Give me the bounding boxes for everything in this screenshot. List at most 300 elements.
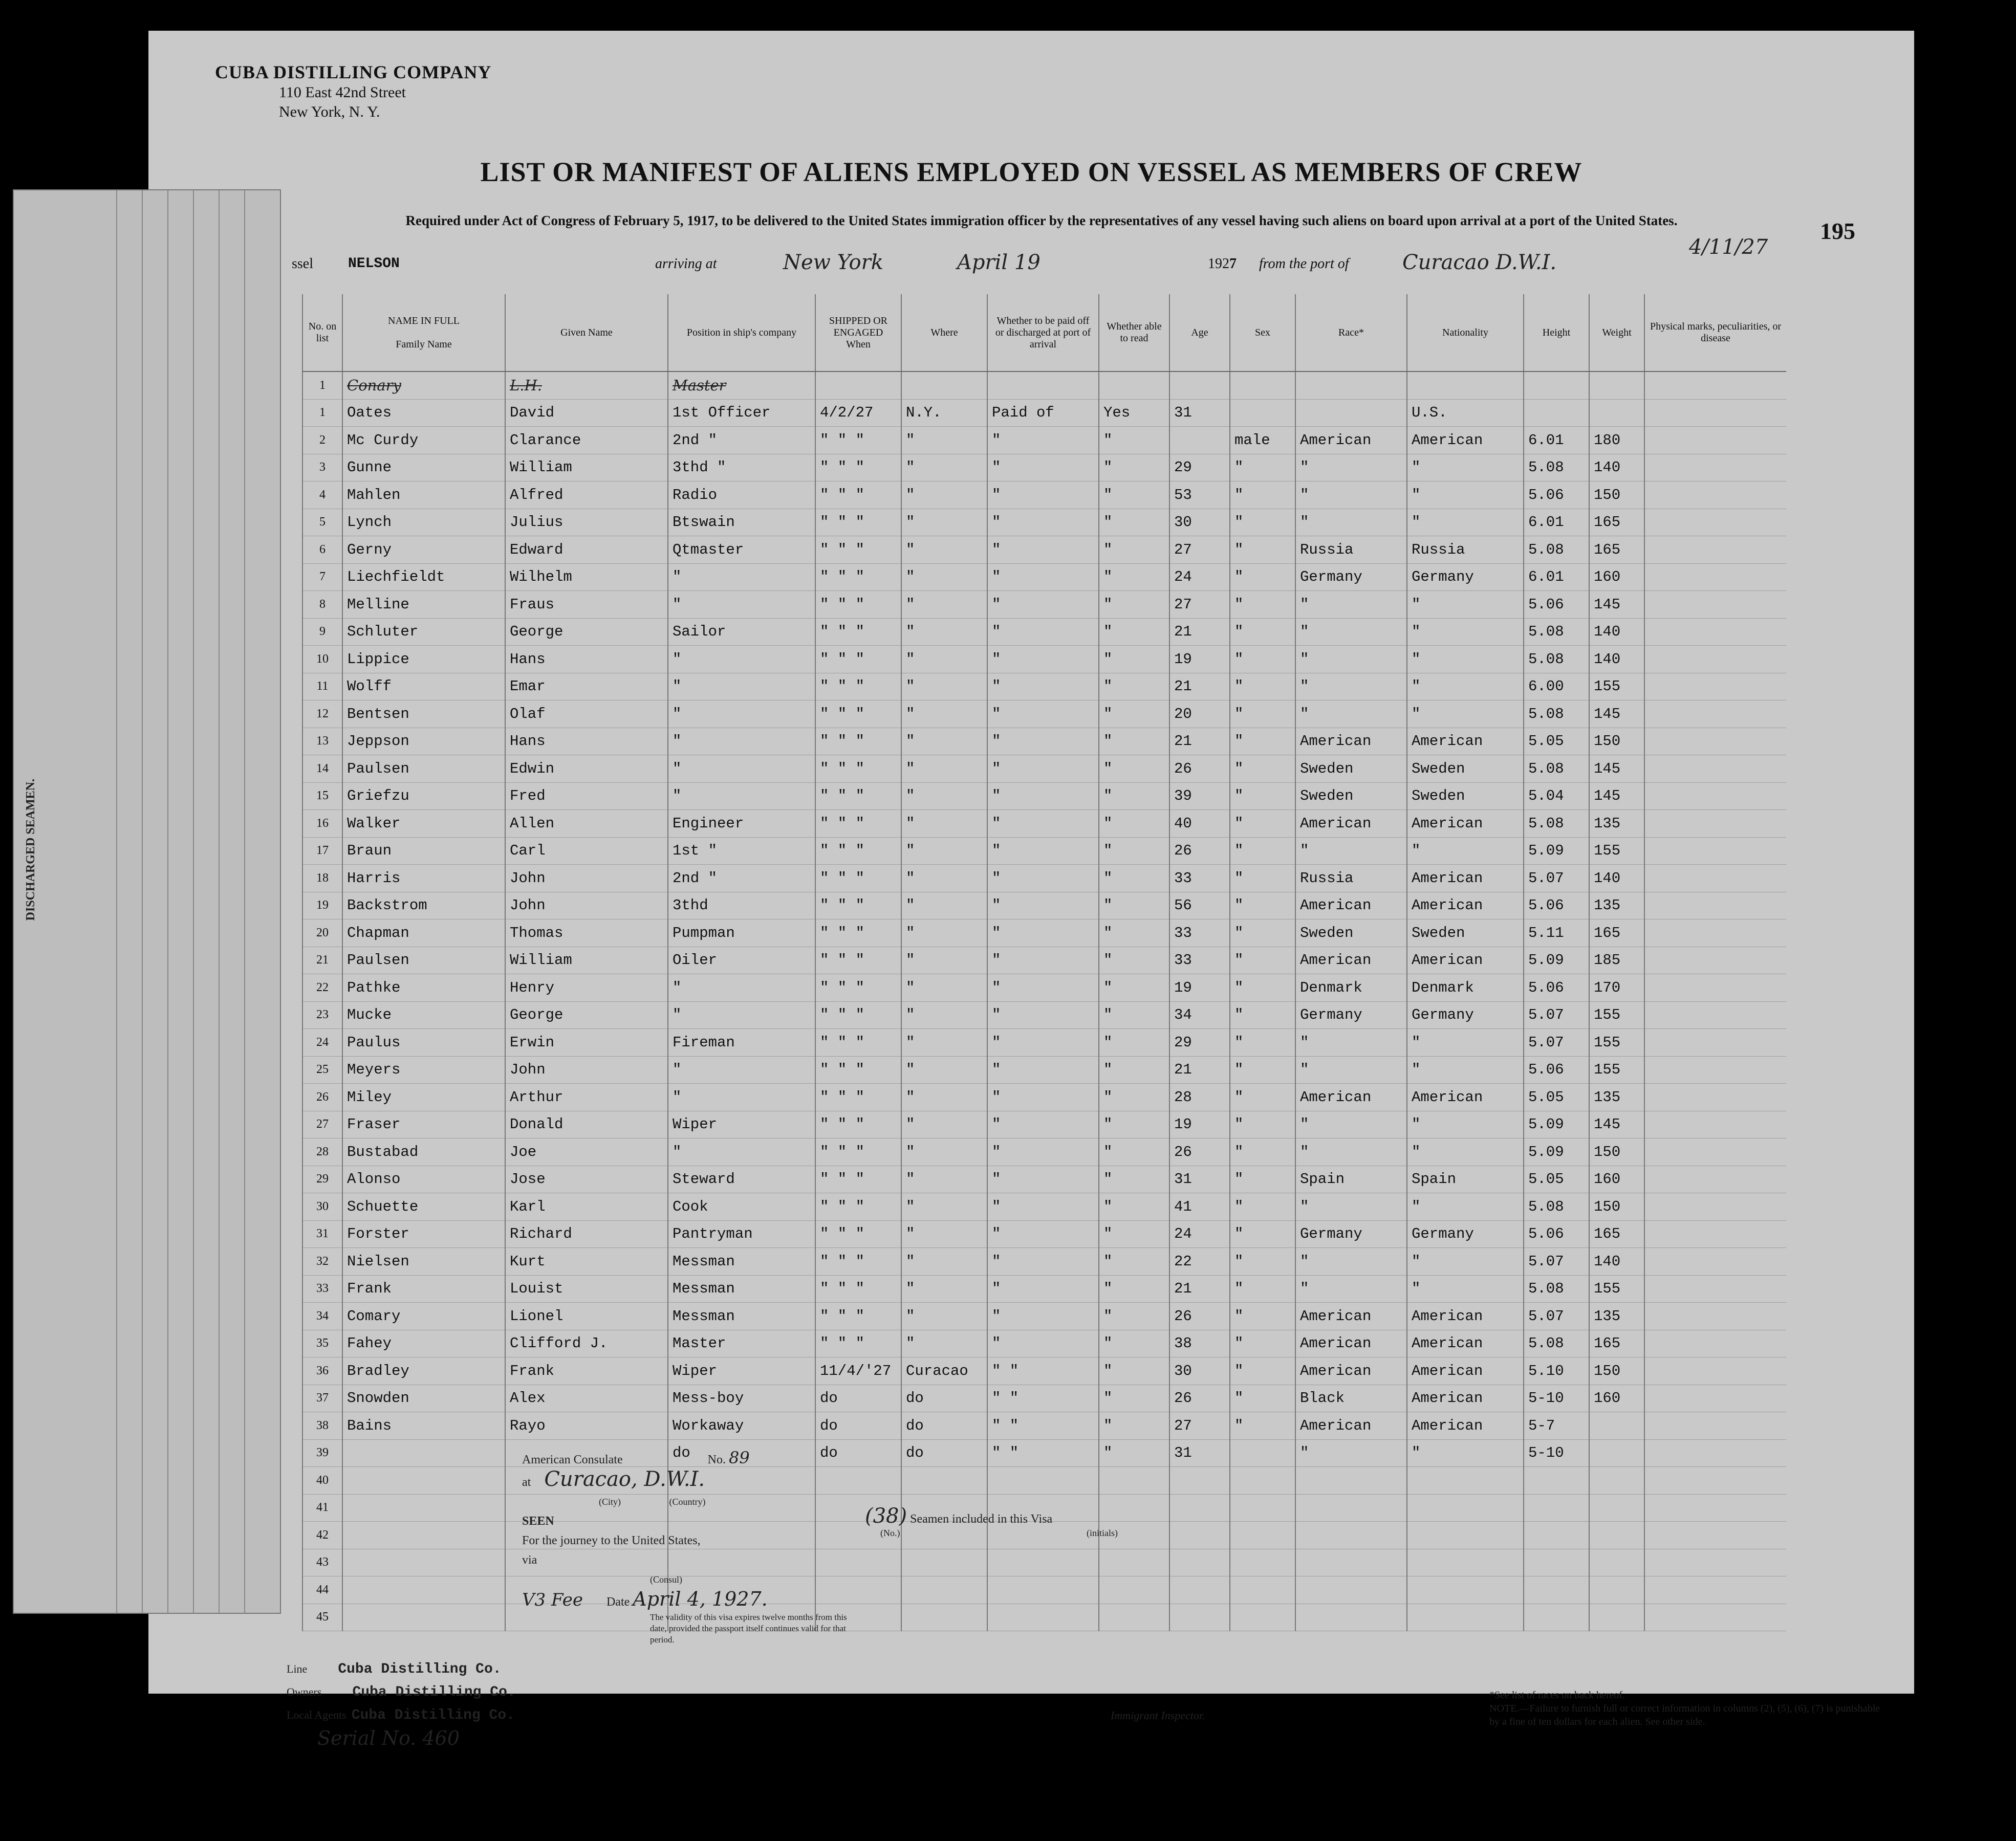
physical-marks-cell	[1644, 837, 1786, 865]
row-number-cell: 7	[302, 563, 342, 591]
table-row	[302, 399, 1786, 427]
position-cell: Sailor	[668, 618, 815, 646]
empty-cell	[1644, 1467, 1786, 1495]
arrival-date: April 19	[957, 251, 1040, 274]
height-cell: 5.08	[1524, 536, 1589, 564]
paid-off-cell: "	[987, 1193, 1099, 1221]
shipped-when-cell: " " "	[815, 974, 901, 1002]
age-cell: 27	[1169, 591, 1230, 619]
journey-label: For the journey to the United States,	[522, 1534, 701, 1547]
col-race: Race*	[1295, 294, 1407, 371]
shipped-where-cell: "	[901, 427, 987, 454]
table-row	[302, 755, 1786, 783]
table-row	[302, 1193, 1786, 1221]
weight-cell: 160	[1589, 1166, 1644, 1193]
family-name-cell: Snowden	[342, 1385, 505, 1412]
row-number-cell: 39	[302, 1439, 342, 1467]
table-row	[302, 837, 1786, 865]
shipped-when-cell: " " "	[815, 810, 901, 838]
able-to-read-cell: "	[1099, 1166, 1169, 1193]
table-row	[302, 673, 1786, 700]
row-number-cell: 36	[302, 1357, 342, 1385]
empty-cell	[987, 1604, 1099, 1631]
race-cell	[1295, 399, 1407, 427]
table-row	[302, 1220, 1786, 1248]
col-sex: Sex	[1230, 294, 1295, 371]
empty-cell	[1295, 1549, 1407, 1576]
shipped-where-cell: "	[901, 1001, 987, 1029]
position-cell: Wiper	[668, 1357, 815, 1385]
footer-note-races: *See list of races on back hereof.	[1489, 1690, 1625, 1701]
empty-cell	[1169, 1604, 1230, 1631]
position-cell: Workaway	[668, 1412, 815, 1440]
agents-value: Cuba Distilling Co.	[351, 1707, 515, 1723]
age-cell: 40	[1169, 810, 1230, 838]
sex-cell: "	[1230, 947, 1295, 974]
given-name-cell: John	[505, 892, 668, 919]
table-row	[302, 947, 1786, 974]
physical-marks-cell	[1644, 947, 1786, 974]
weight-cell: 150	[1589, 1193, 1644, 1221]
row-number-cell: 17	[302, 837, 342, 865]
row-number-cell: 13	[302, 728, 342, 755]
shipped-when-cell: " " "	[815, 563, 901, 591]
family-name-cell: Mucke	[342, 1001, 505, 1029]
given-name-cell: David	[505, 399, 668, 427]
height-cell: 5.04	[1524, 782, 1589, 810]
family-name-cell: Bradley	[342, 1357, 505, 1385]
shipped-when-cell: " " "	[815, 1029, 901, 1057]
table-row	[302, 919, 1786, 947]
paid-off-cell: "	[987, 700, 1099, 728]
shipped-when-cell: " " "	[815, 646, 901, 673]
given-name-cell: Kurt	[505, 1248, 668, 1276]
table-row	[302, 563, 1786, 591]
family-name-cell: Melline	[342, 591, 505, 619]
col-family-name: NAME IN FULL Family Name	[342, 294, 505, 371]
paid-off-cell: "	[987, 1248, 1099, 1276]
nationality-cell: "	[1407, 1439, 1524, 1467]
nationality-cell	[1407, 371, 1524, 399]
col-weight: Weight	[1589, 294, 1644, 371]
sex-cell: "	[1230, 1029, 1295, 1057]
able-to-read-cell: "	[1099, 1084, 1169, 1111]
able-to-read-cell: "	[1099, 865, 1169, 892]
empty-cell	[1589, 1467, 1644, 1495]
shipped-when-cell: " " "	[815, 728, 901, 755]
given-name-cell: Hans	[505, 728, 668, 755]
given-name-cell: Alex	[505, 1385, 668, 1412]
table-row	[302, 810, 1786, 838]
family-name-cell: Gunne	[342, 454, 505, 481]
able-to-read-cell: "	[1099, 1001, 1169, 1029]
row-number-cell: 27	[302, 1111, 342, 1138]
given-name-cell: Joe	[505, 1138, 668, 1166]
race-cell: Denmark	[1295, 974, 1407, 1002]
race-cell: American	[1295, 892, 1407, 919]
empty-cell	[901, 1604, 987, 1631]
paid-off-cell: "	[987, 755, 1099, 783]
physical-marks-cell	[1644, 728, 1786, 755]
able-to-read-cell: "	[1099, 1303, 1169, 1330]
physical-marks-cell	[1644, 536, 1786, 564]
able-to-read-cell: "	[1099, 1330, 1169, 1357]
shipped-when-cell: " " "	[815, 509, 901, 536]
row-number-cell: 44	[302, 1576, 342, 1604]
able-to-read-cell: "	[1099, 892, 1169, 919]
shipped-where-cell: "	[901, 947, 987, 974]
position-cell: "	[668, 974, 815, 1002]
empty-cell	[1295, 1467, 1407, 1495]
nationality-cell: American	[1407, 1303, 1524, 1330]
empty-cell	[1589, 1604, 1644, 1631]
position-cell: Pantryman	[668, 1220, 815, 1248]
table-row	[302, 591, 1786, 619]
sex-cell	[1230, 371, 1295, 399]
visa-fee: V3 Fee	[522, 1590, 583, 1610]
empty-cell	[987, 1549, 1099, 1576]
paid-off-cell: "	[987, 837, 1099, 865]
nationality-cell: "	[1407, 837, 1524, 865]
shipped-when-cell	[815, 371, 901, 399]
weight-cell: 150	[1589, 728, 1644, 755]
consul-label: (Consul)	[650, 1574, 682, 1585]
family-name-cell: Gerny	[342, 536, 505, 564]
age-cell: 19	[1169, 1111, 1230, 1138]
row-number-cell: 14	[302, 755, 342, 783]
able-to-read-cell: "	[1099, 1029, 1169, 1057]
owners-value: Cuba Distilling Co.	[352, 1684, 516, 1700]
shipped-where-cell: "	[901, 1056, 987, 1084]
race-cell: "	[1295, 1275, 1407, 1303]
height-cell	[1524, 399, 1589, 427]
physical-marks-cell	[1644, 1056, 1786, 1084]
row-number-cell: 19	[302, 892, 342, 919]
age-cell: 26	[1169, 1303, 1230, 1330]
age-cell: 33	[1169, 947, 1230, 974]
vessel-name: NELSON	[348, 256, 400, 272]
sex-cell: "	[1230, 481, 1295, 509]
empty-cell	[1230, 1549, 1295, 1576]
weight-cell: 140	[1589, 618, 1644, 646]
height-cell: 5.08	[1524, 1275, 1589, 1303]
height-cell: 5.06	[1524, 1056, 1589, 1084]
agents-label: Local Agents	[287, 1708, 346, 1721]
sex-cell: "	[1230, 1166, 1295, 1193]
sex-cell: male	[1230, 427, 1295, 454]
height-cell: 5.08	[1524, 618, 1589, 646]
shipped-when-cell: " " "	[815, 536, 901, 564]
height-cell: 5.05	[1524, 1166, 1589, 1193]
col-no: No. on list	[302, 294, 342, 371]
row-number-cell: 33	[302, 1275, 342, 1303]
family-name-cell	[342, 1439, 505, 1467]
height-cell: 5.11	[1524, 919, 1589, 947]
family-name-cell: Alonso	[342, 1166, 505, 1193]
able-to-read-cell: "	[1099, 1439, 1169, 1467]
given-name-cell: George	[505, 1001, 668, 1029]
empty-cell	[1524, 1467, 1589, 1495]
able-to-read-cell: "	[1099, 618, 1169, 646]
shipped-where-cell: "	[901, 1248, 987, 1276]
given-name-cell: Donald	[505, 1111, 668, 1138]
position-cell: "	[668, 563, 815, 591]
paid-off-cell: "	[987, 454, 1099, 481]
physical-marks-cell	[1644, 1330, 1786, 1357]
height-cell: 5.07	[1524, 1029, 1589, 1057]
empty-cell	[1230, 1604, 1295, 1631]
row-number-cell: 8	[302, 591, 342, 619]
empty-cell	[1099, 1467, 1169, 1495]
shipped-where-cell: do	[901, 1439, 987, 1467]
position-cell: 2nd "	[668, 865, 815, 892]
able-to-read-cell: "	[1099, 646, 1169, 673]
weight-cell	[1589, 399, 1644, 427]
empty-cell	[1524, 1604, 1589, 1631]
shipped-where-cell: do	[901, 1385, 987, 1412]
family-name-cell: Liechfieldt	[342, 563, 505, 591]
paid-off-cell: "	[987, 618, 1099, 646]
age-cell: 26	[1169, 755, 1230, 783]
family-name-cell: Chapman	[342, 919, 505, 947]
able-to-read-cell: "	[1099, 1275, 1169, 1303]
footer-note	[1489, 1689, 1889, 1728]
sex-cell: "	[1230, 1385, 1295, 1412]
shipped-where-cell: "	[901, 700, 987, 728]
empty-cell	[1407, 1522, 1524, 1549]
footer-note-fine: NOTE.—Failure to furnish full or correct information in columns (2), (5), (6), (7) is punishable by a fine of ten dollars for each alien. See other side.	[1489, 1703, 1880, 1727]
able-to-read-cell: "	[1099, 509, 1169, 536]
row-number-cell: 28	[302, 1138, 342, 1166]
nationality-cell: "	[1407, 646, 1524, 673]
table-row	[302, 1166, 1786, 1193]
sex-cell: "	[1230, 646, 1295, 673]
sex-cell: "	[1230, 892, 1295, 919]
nationality-cell: Germany	[1407, 1001, 1524, 1029]
empty-cell	[342, 1467, 505, 1495]
race-cell	[1295, 371, 1407, 399]
family-name-cell: Lippice	[342, 646, 505, 673]
row-number-cell: 32	[302, 1248, 342, 1276]
physical-marks-cell	[1644, 399, 1786, 427]
race-cell: American	[1295, 947, 1407, 974]
able-to-read-cell: "	[1099, 673, 1169, 700]
shipped-when-cell: " " "	[815, 837, 901, 865]
crew-table	[302, 294, 1786, 1631]
company-address-line1: 110 East 42nd Street	[279, 84, 406, 101]
family-name-cell: Mahlen	[342, 481, 505, 509]
nationality-cell: "	[1407, 1111, 1524, 1138]
position-cell: Steward	[668, 1166, 815, 1193]
table-row	[302, 1029, 1786, 1057]
empty-cell	[1099, 1576, 1169, 1604]
position-cell: Btswain	[668, 509, 815, 536]
table-row	[302, 1303, 1786, 1330]
physical-marks-cell	[1644, 1029, 1786, 1057]
physical-marks-cell	[1644, 563, 1786, 591]
height-cell: 5.08	[1524, 810, 1589, 838]
family-name-cell: Paulsen	[342, 755, 505, 783]
physical-marks-cell	[1644, 974, 1786, 1002]
able-to-read-cell: "	[1099, 454, 1169, 481]
able-to-read-cell: "	[1099, 1248, 1169, 1276]
weight-cell: 165	[1589, 1220, 1644, 1248]
position-cell: Messman	[668, 1248, 815, 1276]
family-name-cell: Paulsen	[342, 947, 505, 974]
empty-cell	[901, 1467, 987, 1495]
given-name-cell: George	[505, 618, 668, 646]
shipped-when-cell: " " "	[815, 1330, 901, 1357]
shipped-where-cell: do	[901, 1412, 987, 1440]
weight-cell: 145	[1589, 782, 1644, 810]
age-cell: 27	[1169, 1412, 1230, 1440]
family-name-cell: Schuette	[342, 1193, 505, 1221]
able-to-read-cell: "	[1099, 563, 1169, 591]
age-cell: 19	[1169, 974, 1230, 1002]
able-to-read-cell: "	[1099, 1220, 1169, 1248]
physical-marks-cell	[1644, 892, 1786, 919]
able-to-read-cell: "	[1099, 1056, 1169, 1084]
table-row	[302, 646, 1786, 673]
family-name-cell: Schluter	[342, 618, 505, 646]
weight-cell: 150	[1589, 1138, 1644, 1166]
col-position: Position in ship's company	[668, 294, 815, 371]
sex-cell	[1230, 399, 1295, 427]
empty-cell	[1524, 1576, 1589, 1604]
shipped-where-cell: "	[901, 1138, 987, 1166]
age-cell: 21	[1169, 618, 1230, 646]
family-name-cell: Bains	[342, 1412, 505, 1440]
shipped-when-cell: " " "	[815, 700, 901, 728]
empty-cell	[1407, 1549, 1524, 1576]
age-cell: 20	[1169, 700, 1230, 728]
physical-marks-cell	[1644, 1138, 1786, 1166]
row-number-cell: 11	[302, 673, 342, 700]
crew-table-body	[302, 371, 1786, 1631]
shipped-when-cell: 11/4/'27	[815, 1357, 901, 1385]
table-row	[302, 1357, 1786, 1385]
shipped-where-cell: "	[901, 755, 987, 783]
empty-cell	[1644, 1494, 1786, 1522]
physical-marks-cell	[1644, 1001, 1786, 1029]
table-row	[302, 1412, 1786, 1440]
age-cell: 39	[1169, 782, 1230, 810]
row-number-cell: 23	[302, 1001, 342, 1029]
given-name-cell: Wilhelm	[505, 563, 668, 591]
given-name-cell: Rayo	[505, 1412, 668, 1440]
age-cell: 33	[1169, 865, 1230, 892]
discharged-seamen-slip	[13, 189, 281, 1614]
shipped-where-cell: "	[901, 728, 987, 755]
position-cell: Pumpman	[668, 919, 815, 947]
position-cell: Qtmaster	[668, 536, 815, 564]
shipped-when-cell: " " "	[815, 1220, 901, 1248]
empty-cell	[1169, 1494, 1230, 1522]
nationality-cell: American	[1407, 728, 1524, 755]
row-number-cell: 34	[302, 1303, 342, 1330]
height-cell: 6.01	[1524, 509, 1589, 536]
col-where: Where	[901, 294, 987, 371]
empty-cell	[1230, 1576, 1295, 1604]
shipped-where-cell: "	[901, 1111, 987, 1138]
empty-cell	[1524, 1494, 1589, 1522]
owners-label: Owners	[287, 1685, 322, 1698]
weight-cell: 180	[1589, 427, 1644, 454]
shipped-where-cell: "	[901, 454, 987, 481]
height-cell: 5.08	[1524, 1193, 1589, 1221]
page-number: 195	[1820, 218, 1855, 244]
given-name-cell: L.H.	[505, 371, 668, 399]
family-name-cell: Backstrom	[342, 892, 505, 919]
col-given-name: Given Name	[505, 294, 668, 371]
age-cell: 38	[1169, 1330, 1230, 1357]
serial-number: Serial No. 460	[317, 1727, 460, 1749]
sex-cell: "	[1230, 1220, 1295, 1248]
weight-cell: 145	[1589, 755, 1644, 783]
row-number-cell: 9	[302, 618, 342, 646]
shipped-where-cell	[901, 371, 987, 399]
physical-marks-cell	[1644, 700, 1786, 728]
empty-cell	[342, 1549, 505, 1576]
shipped-when-cell: " " "	[815, 1303, 901, 1330]
position-cell: "	[668, 673, 815, 700]
empty-cell	[342, 1522, 505, 1549]
physical-marks-cell	[1644, 1220, 1786, 1248]
able-to-read-cell: "	[1099, 1138, 1169, 1166]
shipped-where-cell: "	[901, 865, 987, 892]
family-name-cell: Oates	[342, 399, 505, 427]
height-cell: 5-10	[1524, 1385, 1589, 1412]
physical-marks-cell	[1644, 509, 1786, 536]
race-cell: "	[1295, 1138, 1407, 1166]
row-number-cell: 21	[302, 947, 342, 974]
paid-off-cell: "	[987, 1084, 1099, 1111]
position-cell: Engineer	[668, 810, 815, 838]
weight-cell: 150	[1589, 1357, 1644, 1385]
family-name-cell: Lynch	[342, 509, 505, 536]
age-cell: 30	[1169, 509, 1230, 536]
col-read: Whether able to read	[1099, 294, 1169, 371]
nationality-cell: Germany	[1407, 563, 1524, 591]
shipped-where-cell: "	[901, 591, 987, 619]
height-cell: 6.01	[1524, 427, 1589, 454]
sex-cell: "	[1230, 700, 1295, 728]
table-row	[302, 1111, 1786, 1138]
family-name-cell: Forster	[342, 1220, 505, 1248]
given-name-cell: Alfred	[505, 481, 668, 509]
empty-cell	[1407, 1604, 1524, 1631]
race-cell: "	[1295, 1439, 1407, 1467]
family-name-cell: Pathke	[342, 974, 505, 1002]
weight-cell: 150	[1589, 481, 1644, 509]
height-cell: 5.10	[1524, 1357, 1589, 1385]
paid-off-cell: "	[987, 646, 1099, 673]
able-to-read-cell: "	[1099, 947, 1169, 974]
empty-cell	[901, 1549, 987, 1576]
empty-cell	[1589, 1522, 1644, 1549]
nationality-cell: American	[1407, 892, 1524, 919]
given-name-cell: John	[505, 865, 668, 892]
physical-marks-cell	[1644, 1248, 1786, 1276]
sex-cell: "	[1230, 865, 1295, 892]
shipped-where-cell: "	[901, 782, 987, 810]
position-cell: 2nd "	[668, 427, 815, 454]
weight-cell: 165	[1589, 919, 1644, 947]
given-name-cell: Lionel	[505, 1303, 668, 1330]
paid-off-cell: " "	[987, 1385, 1099, 1412]
shipped-where-cell: "	[901, 810, 987, 838]
given-name-cell: Emar	[505, 673, 668, 700]
